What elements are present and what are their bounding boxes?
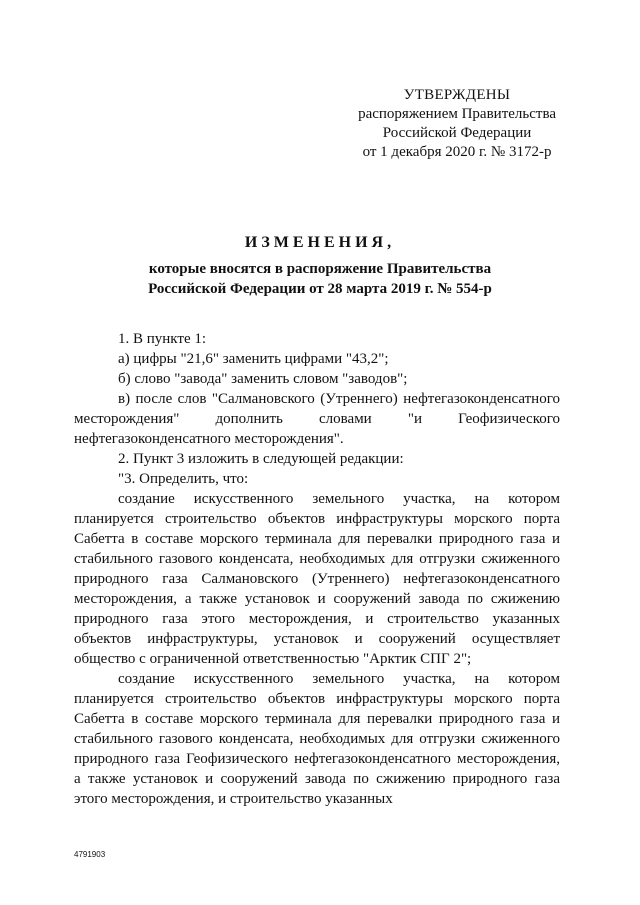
paragraph: 2. Пункт 3 изложить в следующей редакции:: [118, 451, 404, 467]
document-title: ИЗМЕНЕНИЯ,: [244, 234, 396, 251]
document-id: 4791903: [74, 850, 106, 859]
approval-heading: УТВЕРЖДЕНЫ: [403, 87, 511, 103]
paragraph: в) после слов "Салмановского (Утреннего) нефтегазоконденсатного месторождения" дополнить словами "и Геофизического нефтегазоконденсатного месторождения".: [74, 391, 560, 447]
approval-line-1: распоряжением Правительства: [358, 106, 556, 122]
document-body: [74, 329, 560, 809]
paragraph: 1. В пункте 1:: [118, 331, 207, 347]
paragraph: а) цифры "21,6" заменить цифрами "43,2";: [118, 351, 389, 367]
approval-line-2: Российской Федерации: [382, 125, 532, 141]
paragraph: б) слово "завода" заменить словом "заводов";: [118, 371, 408, 387]
paragraph: "3. Определить, что:: [118, 471, 249, 487]
approval-line-3: от 1 декабря 2020 г. № 3172-р: [362, 144, 552, 160]
subtitle-line-1: которые вносятся в распоряжение Правительства: [148, 261, 492, 277]
document-subtitle: [0, 259, 640, 299]
paragraph: создание искусственного земельного участка, на котором планируется строительство объектов инфраструктуры морского порта Сабетта в составе морского терминала для перевалки природного газа и стабильного газового конденсата, необходимых для отгрузки сжиженного природного газа Геофизического нефтегазоконденсатного месторождения, а также установок и сооружений завода по сжижению природного газа этого месторождения, и строительство указанных: [74, 671, 560, 807]
paragraph: создание искусственного земельного участка, на котором планируется строительство объектов инфраструктуры морского порта Сабетта в составе морского терминала для перевалки природного газа и стабильного газового конденсата, необходимых для отгрузки сжиженного природного газа Салмановского (Утреннего) нефтегазоконденсатного месторождения, а также установок и сооружений завода по сжижению природного газа этого месторождения, и строительство указанных объектов инфраструктуры, установок и сооружений осуществляет общество с ограниченной ответственностью "Арктик СПГ 2";: [74, 491, 560, 667]
approval-block: [358, 86, 556, 162]
subtitle-line-2: Российской Федерации от 28 марта 2019 г. № 554-р: [148, 281, 492, 297]
